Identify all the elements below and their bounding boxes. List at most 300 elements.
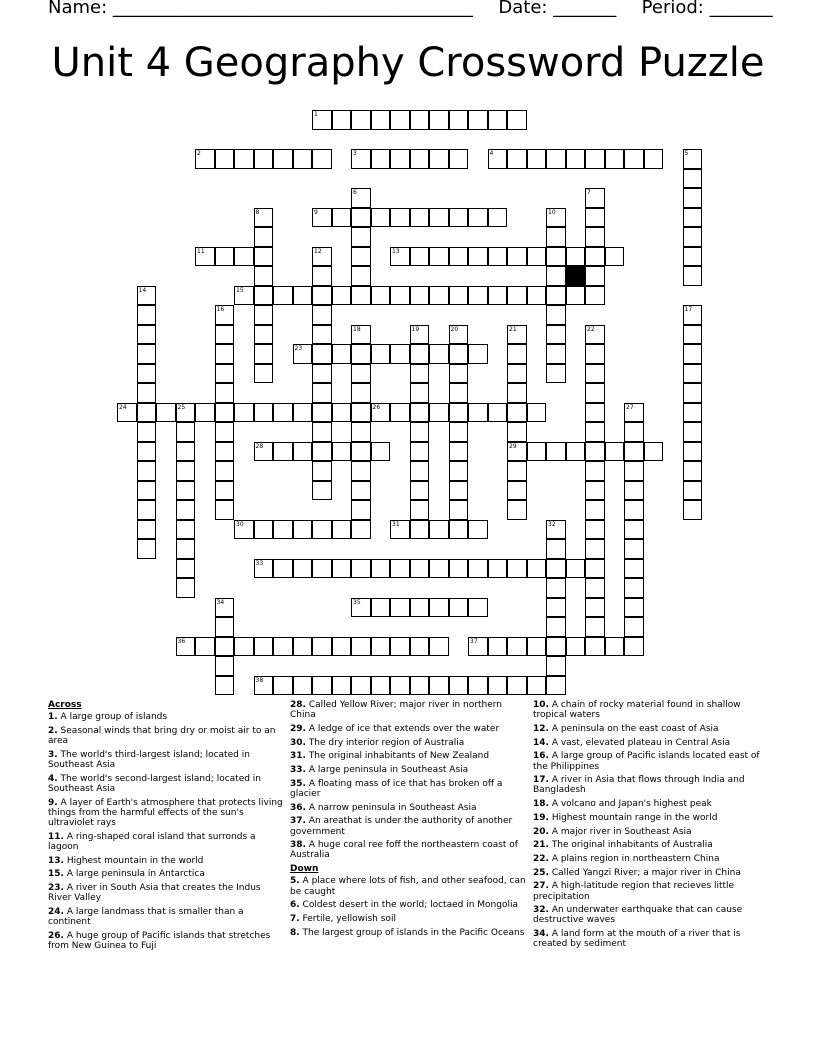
grid-cell[interactable] [683,364,703,384]
grid-cell[interactable] [507,676,527,696]
grid-cell[interactable] [683,344,703,364]
grid-cell[interactable] [215,500,235,520]
grid-cell[interactable] [332,286,352,306]
grid-cell[interactable] [351,481,371,501]
grid-cell[interactable] [585,208,605,228]
grid-cell[interactable] [351,208,371,228]
grid-cell[interactable] [293,559,313,579]
grid-cell[interactable] [215,364,235,384]
grid-cell[interactable] [507,383,527,403]
grid-cell[interactable] [176,422,196,442]
grid-cell[interactable] [351,247,371,267]
grid-cell[interactable] [488,286,508,306]
grid-cell[interactable] [683,383,703,403]
grid-cell[interactable] [624,637,644,657]
grid-cell[interactable] [585,617,605,637]
grid-cell[interactable] [312,676,332,696]
grid-cell[interactable] [176,520,196,540]
grid-cell[interactable] [566,247,586,267]
grid-cell[interactable] [215,149,235,169]
grid-cell[interactable] [585,598,605,618]
period-blank[interactable]: _______ [709,0,773,18]
grid-cell[interactable] [429,403,449,423]
grid-cell[interactable] [546,559,566,579]
grid-cell[interactable] [429,676,449,696]
grid-cell[interactable] [293,520,313,540]
grid-cell[interactable] [254,286,274,306]
grid-cell[interactable] [410,500,430,520]
grid-cell[interactable] [410,461,430,481]
grid-cell[interactable] [488,247,508,267]
grid-cell[interactable] [137,403,157,423]
grid-cell[interactable] [137,481,157,501]
grid-cell[interactable] [254,227,274,247]
grid-cell[interactable] [468,520,488,540]
grid-cell[interactable] [624,559,644,579]
grid-cell[interactable] [527,559,547,579]
grid-cell[interactable] [137,344,157,364]
grid-cell[interactable] [683,169,703,189]
grid-cell[interactable] [683,227,703,247]
grid-cell[interactable] [624,481,644,501]
grid-cell[interactable] [449,598,469,618]
grid-cell[interactable] [429,286,449,306]
grid-cell[interactable] [351,520,371,540]
grid-cell[interactable] [488,110,508,130]
grid-cell[interactable] [273,442,293,462]
grid-cell[interactable] [527,149,547,169]
grid-cell[interactable] [390,676,410,696]
grid-cell[interactable] [312,383,332,403]
grid-cell[interactable] [507,110,527,130]
grid-cell[interactable] [215,247,235,267]
grid-cell[interactable] [644,442,664,462]
grid-cell[interactable] [449,461,469,481]
grid-cell[interactable] [351,364,371,384]
grid-cell[interactable] [410,598,430,618]
grid-cell[interactable] [546,442,566,462]
grid-cell[interactable] [644,149,664,169]
grid-cell[interactable] [683,266,703,286]
grid-cell[interactable] [566,149,586,169]
grid-cell[interactable] [546,149,566,169]
grid-cell[interactable] [351,403,371,423]
grid-cell[interactable] [137,422,157,442]
grid-cell[interactable] [371,344,391,364]
grid-cell[interactable] [683,442,703,462]
grid-cell[interactable] [137,325,157,345]
grid-cell[interactable] [312,442,332,462]
grid-cell[interactable] [546,364,566,384]
grid-cell[interactable] [312,266,332,286]
grid-cell[interactable] [429,110,449,130]
grid-cell[interactable] [371,598,391,618]
grid-cell[interactable] [371,442,391,462]
grid-cell[interactable] [546,266,566,286]
grid-cell[interactable] [312,637,332,657]
grid-cell[interactable] [371,286,391,306]
grid-cell[interactable] [254,344,274,364]
grid-cell[interactable] [429,520,449,540]
grid-cell[interactable] [410,481,430,501]
grid-cell[interactable] [332,208,352,228]
grid-cell[interactable] [449,364,469,384]
grid-cell[interactable] [156,403,176,423]
name-blank[interactable]: ________________________________________ [112,0,473,18]
grid-cell[interactable] [585,559,605,579]
grid-cell[interactable] [410,344,430,364]
grid-cell[interactable] [624,149,644,169]
grid-cell[interactable] [449,247,469,267]
grid-cell[interactable] [332,676,352,696]
grid-cell[interactable] [683,461,703,481]
grid-cell[interactable] [410,676,430,696]
grid-cell[interactable] [507,149,527,169]
grid-cell[interactable] [449,403,469,423]
grid-cell[interactable] [585,344,605,364]
grid-cell[interactable] [624,500,644,520]
grid-cell[interactable] [449,383,469,403]
grid-cell[interactable] [176,578,196,598]
grid-cell[interactable] [449,286,469,306]
grid-cell[interactable] [624,422,644,442]
grid-cell[interactable] [624,520,644,540]
grid-cell[interactable] [449,208,469,228]
grid-cell[interactable] [546,676,566,696]
grid-cell[interactable] [683,188,703,208]
grid-cell[interactable] [351,559,371,579]
grid-cell[interactable] [312,305,332,325]
grid-cell[interactable] [332,520,352,540]
grid-cell[interactable] [234,149,254,169]
grid-cell[interactable] [293,403,313,423]
grid-cell[interactable] [546,305,566,325]
grid-cell[interactable] [468,247,488,267]
grid-cell[interactable] [332,559,352,579]
grid-cell[interactable] [351,500,371,520]
grid-cell[interactable] [254,637,274,657]
grid-cell[interactable] [449,676,469,696]
grid-cell[interactable] [488,676,508,696]
grid-cell[interactable] [137,500,157,520]
grid-cell[interactable] [585,364,605,384]
grid-cell[interactable] [312,481,332,501]
grid-cell[interactable] [137,442,157,462]
grid-cell[interactable] [293,637,313,657]
grid-cell[interactable] [273,403,293,423]
grid-cell[interactable] [351,227,371,247]
grid-cell[interactable] [332,344,352,364]
grid-cell[interactable] [683,325,703,345]
grid-cell[interactable] [566,442,586,462]
grid-cell[interactable] [507,481,527,501]
grid-cell[interactable] [351,110,371,130]
grid-cell[interactable] [546,637,566,657]
grid-cell[interactable] [585,422,605,442]
grid-cell[interactable] [468,208,488,228]
grid-cell[interactable] [371,559,391,579]
grid-cell[interactable] [468,344,488,364]
grid-cell[interactable] [254,149,274,169]
grid-cell[interactable] [293,286,313,306]
grid-cell[interactable] [507,559,527,579]
grid-cell[interactable] [390,559,410,579]
grid-cell[interactable] [176,559,196,579]
grid-cell[interactable] [449,500,469,520]
grid-cell[interactable] [410,286,430,306]
grid-cell[interactable] [176,442,196,462]
grid-cell[interactable] [683,481,703,501]
grid-cell[interactable] [507,422,527,442]
grid-cell[interactable] [273,676,293,696]
grid-cell[interactable] [683,247,703,267]
grid-cell[interactable] [468,676,488,696]
grid-cell[interactable] [176,500,196,520]
grid-cell[interactable] [468,286,488,306]
grid-cell[interactable] [449,559,469,579]
grid-cell[interactable] [410,637,430,657]
grid-cell[interactable] [683,208,703,228]
grid-cell[interactable] [585,227,605,247]
grid-cell[interactable] [254,520,274,540]
grid-cell[interactable] [585,149,605,169]
grid-cell[interactable] [429,598,449,618]
grid-cell[interactable] [683,422,703,442]
grid-cell[interactable] [585,461,605,481]
grid-cell[interactable] [449,481,469,501]
grid-cell[interactable] [254,305,274,325]
grid-cell[interactable] [566,286,586,306]
grid-cell[interactable] [234,247,254,267]
grid-cell[interactable] [624,617,644,637]
grid-cell[interactable] [507,637,527,657]
grid-cell[interactable] [137,305,157,325]
grid-cell[interactable] [605,442,625,462]
grid-cell[interactable] [390,286,410,306]
grid-cell[interactable] [585,403,605,423]
grid-cell[interactable] [215,422,235,442]
grid-cell[interactable] [351,442,371,462]
grid-cell[interactable] [410,520,430,540]
grid-cell[interactable] [332,637,352,657]
grid-cell[interactable] [546,247,566,267]
grid-cell[interactable] [137,383,157,403]
grid-cell[interactable] [215,383,235,403]
grid-cell[interactable] [390,149,410,169]
grid-cell[interactable] [312,422,332,442]
grid-cell[interactable] [585,500,605,520]
grid-cell[interactable] [273,520,293,540]
grid-cell[interactable] [605,637,625,657]
grid-cell[interactable] [468,598,488,618]
grid-cell[interactable] [410,208,430,228]
grid-cell[interactable] [429,149,449,169]
grid-cell[interactable] [449,149,469,169]
grid-cell[interactable] [585,442,605,462]
grid-cell[interactable] [507,403,527,423]
grid-cell[interactable] [176,481,196,501]
grid-cell[interactable] [332,442,352,462]
date-blank[interactable]: _______ [553,0,617,18]
grid-cell[interactable] [429,247,449,267]
grid-cell[interactable] [351,286,371,306]
grid-cell[interactable] [351,344,371,364]
grid-cell[interactable] [234,403,254,423]
grid-cell[interactable] [410,559,430,579]
grid-cell[interactable] [683,403,703,423]
grid-cell[interactable] [332,110,352,130]
grid-cell[interactable] [390,110,410,130]
grid-cell[interactable] [254,266,274,286]
grid-cell[interactable] [371,676,391,696]
grid-cell[interactable] [390,598,410,618]
grid-cell[interactable] [546,227,566,247]
grid-cell[interactable] [429,208,449,228]
grid-cell[interactable] [215,676,235,696]
grid-cell[interactable] [215,403,235,423]
grid-cell[interactable] [468,403,488,423]
grid-cell[interactable] [546,344,566,364]
grid-cell[interactable] [507,247,527,267]
grid-cell[interactable] [215,481,235,501]
grid-cell[interactable] [176,539,196,559]
grid-cell[interactable] [624,578,644,598]
grid-cell[interactable] [488,559,508,579]
grid-cell[interactable] [312,403,332,423]
grid-cell[interactable] [585,266,605,286]
grid-cell[interactable] [585,637,605,657]
grid-cell[interactable] [351,461,371,481]
grid-cell[interactable] [527,247,547,267]
grid-cell[interactable] [312,149,332,169]
grid-cell[interactable] [410,442,430,462]
grid-cell[interactable] [624,442,644,462]
grid-cell[interactable] [332,403,352,423]
grid-cell[interactable] [176,461,196,481]
grid-cell[interactable] [410,403,430,423]
grid-cell[interactable] [605,149,625,169]
grid-cell[interactable] [449,422,469,442]
grid-cell[interactable] [429,344,449,364]
grid-cell[interactable] [273,149,293,169]
grid-cell[interactable] [312,559,332,579]
grid-cell[interactable] [410,422,430,442]
grid-cell[interactable] [546,578,566,598]
grid-cell[interactable] [527,286,547,306]
grid-cell[interactable] [371,110,391,130]
grid-cell[interactable] [546,286,566,306]
grid-cell[interactable] [254,364,274,384]
grid-cell[interactable] [527,637,547,657]
grid-cell[interactable] [683,500,703,520]
grid-cell[interactable] [546,617,566,637]
grid-cell[interactable] [371,149,391,169]
grid-cell[interactable] [585,520,605,540]
grid-cell[interactable] [488,403,508,423]
grid-cell[interactable] [273,559,293,579]
grid-cell[interactable] [468,110,488,130]
grid-cell[interactable] [429,559,449,579]
grid-cell[interactable] [566,637,586,657]
grid-cell[interactable] [137,520,157,540]
grid-cell[interactable] [488,637,508,657]
grid-cell[interactable] [624,598,644,618]
grid-cell[interactable] [273,637,293,657]
grid-cell[interactable] [351,676,371,696]
grid-cell[interactable] [546,539,566,559]
grid-cell[interactable] [410,149,430,169]
grid-cell[interactable] [624,539,644,559]
grid-cell[interactable] [429,637,449,657]
grid-cell[interactable] [449,344,469,364]
grid-cell[interactable] [546,325,566,345]
grid-cell[interactable] [507,364,527,384]
grid-cell[interactable] [488,208,508,228]
grid-cell[interactable] [507,500,527,520]
grid-cell[interactable] [624,461,644,481]
grid-cell[interactable] [351,266,371,286]
grid-cell[interactable] [293,149,313,169]
grid-cell[interactable] [585,383,605,403]
grid-cell[interactable] [585,539,605,559]
grid-cell[interactable] [195,637,215,657]
grid-cell[interactable] [137,461,157,481]
grid-cell[interactable] [566,559,586,579]
grid-cell[interactable] [390,344,410,364]
grid-cell[interactable] [585,481,605,501]
grid-cell[interactable] [312,344,332,364]
grid-cell[interactable] [215,461,235,481]
grid-cell[interactable] [215,325,235,345]
grid-cell[interactable] [449,110,469,130]
grid-cell[interactable] [371,637,391,657]
grid-cell[interactable] [507,344,527,364]
grid-cell[interactable] [507,461,527,481]
grid-cell[interactable] [293,676,313,696]
grid-cell[interactable] [527,403,547,423]
grid-cell[interactable] [254,403,274,423]
grid-cell[interactable] [390,403,410,423]
grid-cell[interactable] [293,442,313,462]
grid-cell[interactable] [585,286,605,306]
grid-cell[interactable] [449,442,469,462]
grid-cell[interactable] [605,247,625,267]
grid-cell[interactable] [351,637,371,657]
grid-cell[interactable] [254,247,274,267]
grid-cell[interactable] [312,364,332,384]
grid-cell[interactable] [234,637,254,657]
grid-cell[interactable] [215,656,235,676]
grid-cell[interactable] [410,364,430,384]
grid-cell[interactable] [546,656,566,676]
grid-cell[interactable] [254,325,274,345]
grid-cell[interactable] [312,286,332,306]
grid-cell[interactable] [273,286,293,306]
grid-cell[interactable] [585,578,605,598]
grid-cell[interactable] [137,539,157,559]
grid-cell[interactable] [410,383,430,403]
grid-cell[interactable] [312,520,332,540]
grid-cell[interactable] [390,208,410,228]
grid-cell[interactable] [527,442,547,462]
grid-cell[interactable] [585,247,605,267]
grid-cell[interactable] [410,110,430,130]
grid-cell[interactable] [390,637,410,657]
grid-cell[interactable] [527,676,547,696]
grid-cell[interactable] [215,637,235,657]
grid-cell[interactable] [351,422,371,442]
grid-cell[interactable] [546,598,566,618]
